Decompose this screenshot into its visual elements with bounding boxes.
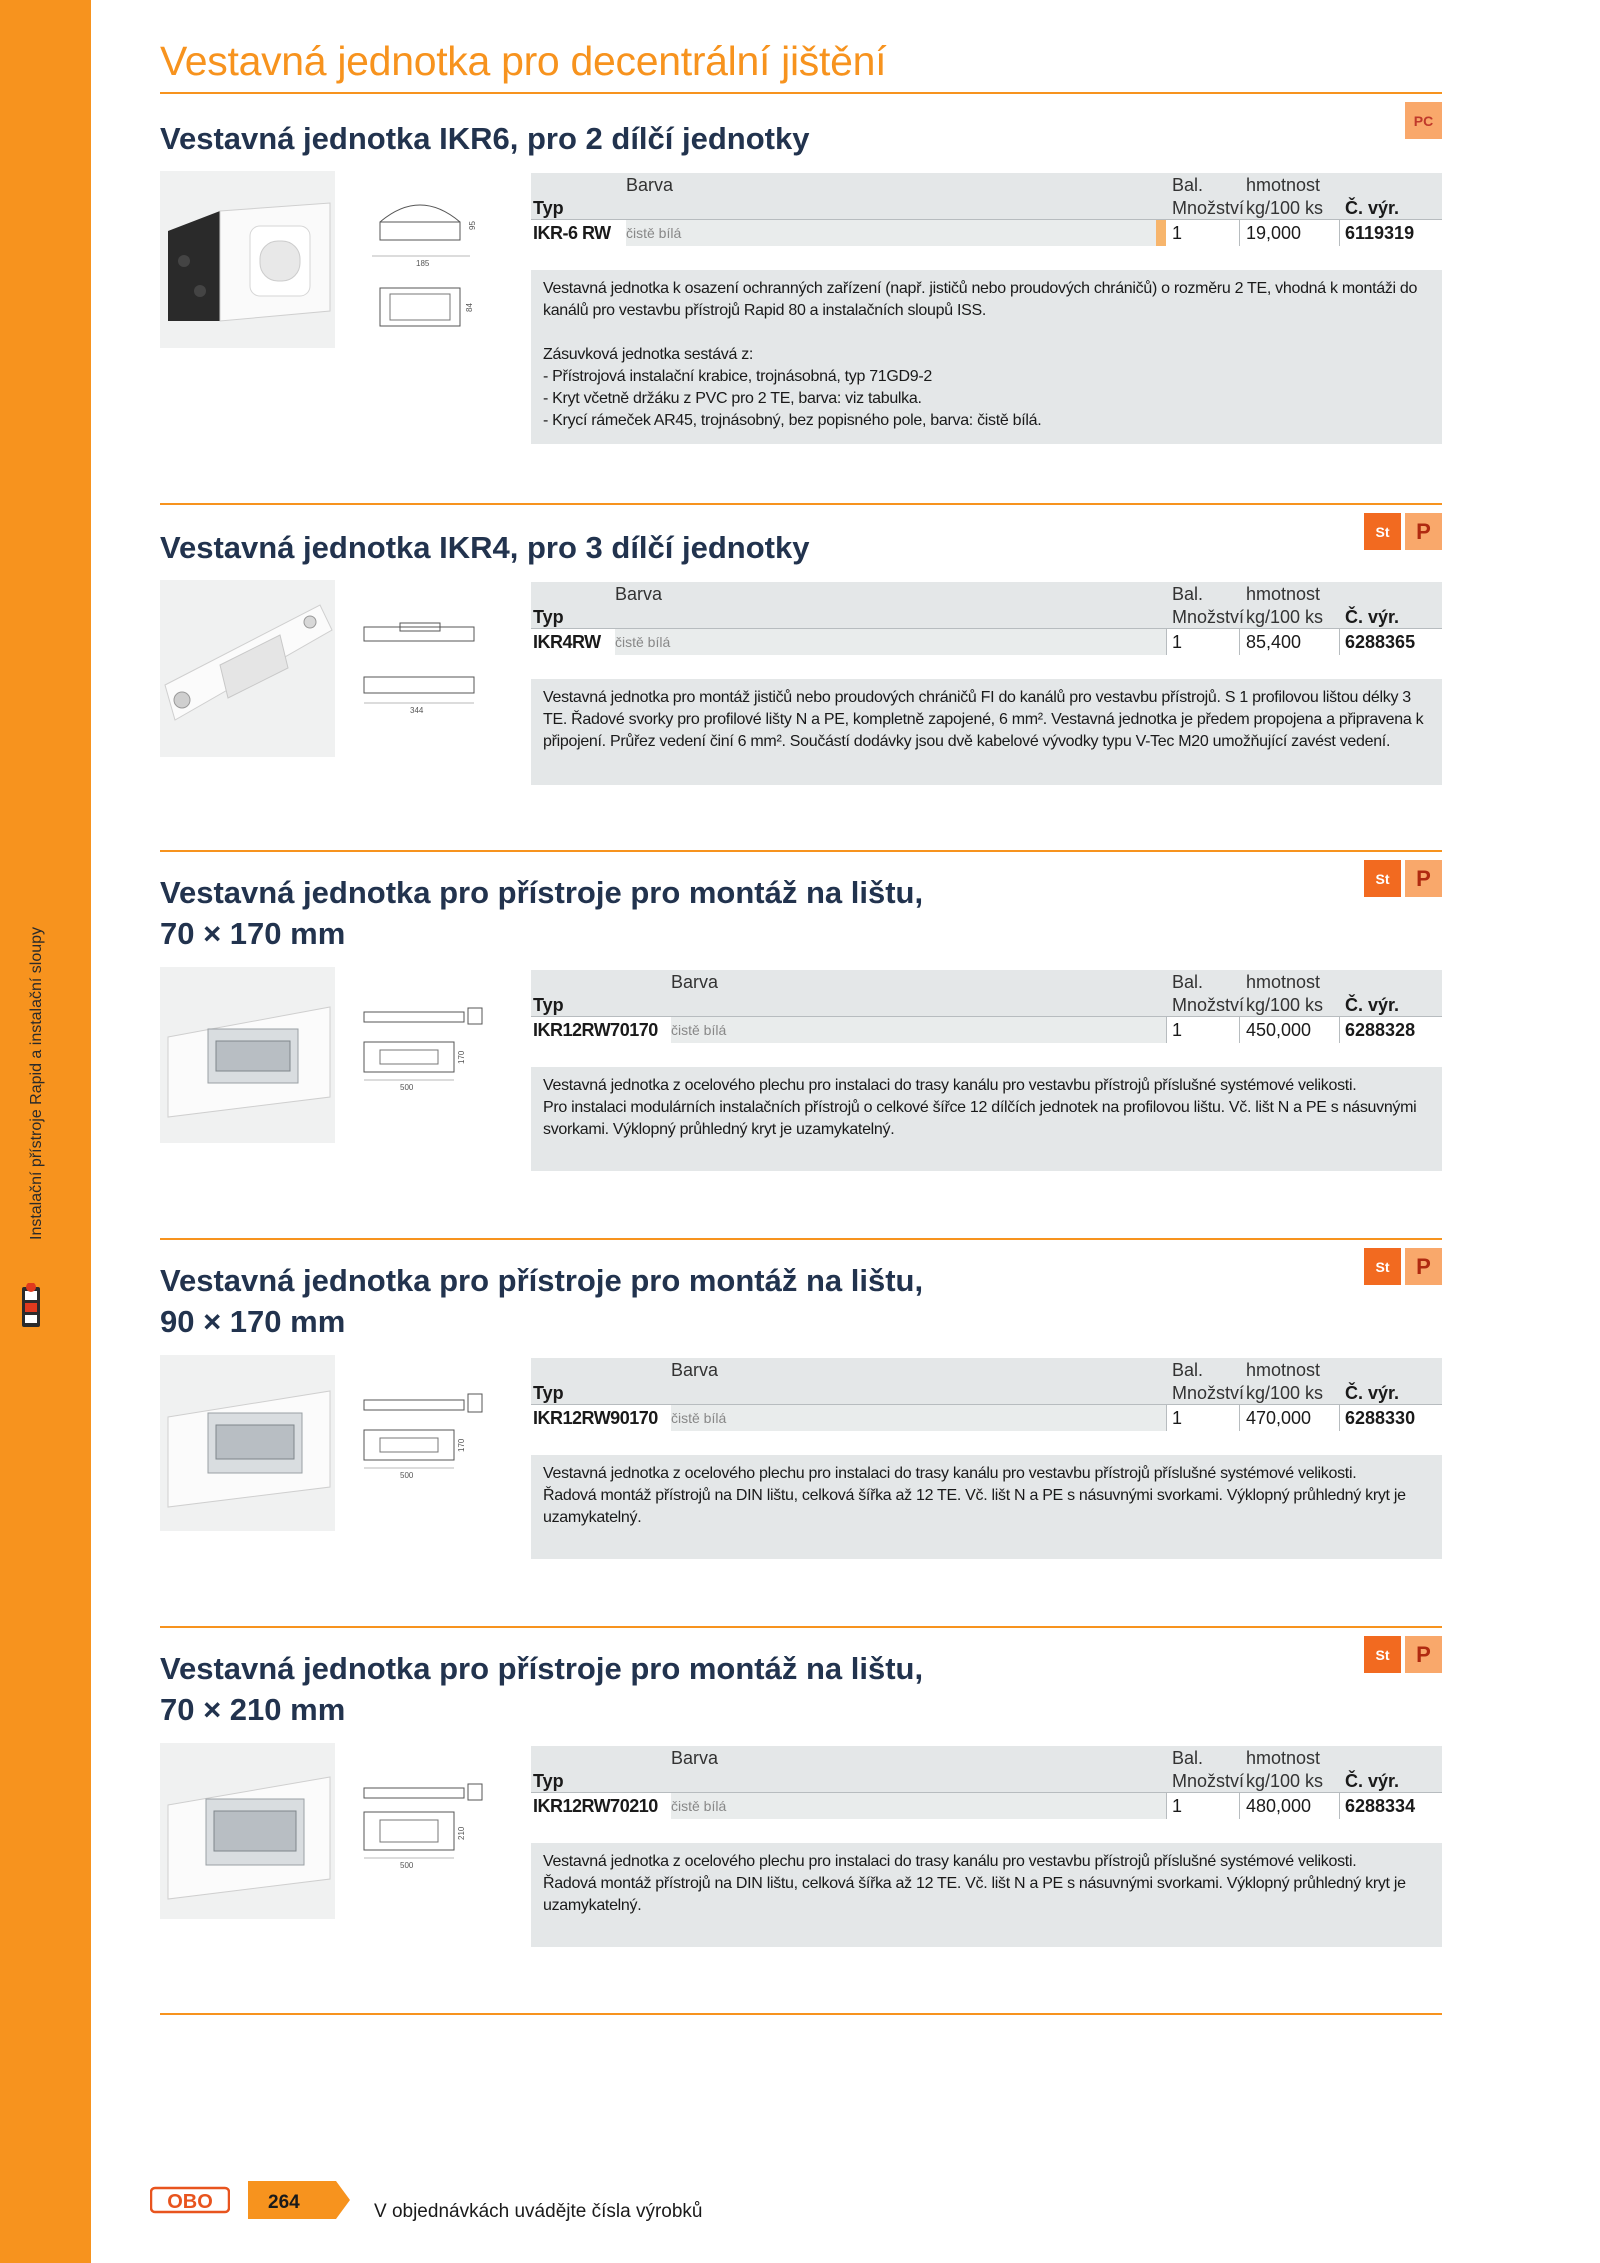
product-number: 6288365 xyxy=(1345,632,1416,652)
header-barva: Barva xyxy=(671,972,719,992)
header-kg: kg/100 ks xyxy=(1246,607,1324,627)
dimension-label: 185 xyxy=(416,259,430,268)
header-barva: Barva xyxy=(615,584,663,604)
header-typ: Typ xyxy=(533,1383,564,1403)
product-color: čistě bílá xyxy=(671,1798,727,1814)
table-row xyxy=(531,1016,1442,1042)
dimension-label: 344 xyxy=(410,706,424,715)
product-section-70x170 xyxy=(160,865,1442,1172)
product-type: IKR12RW90170 xyxy=(533,1408,658,1428)
page-title: Vestavná jednotka pro decentrální jištění xyxy=(160,38,887,84)
header-kg: kg/100 ks xyxy=(1246,1383,1324,1403)
table-row xyxy=(531,1792,1442,1818)
product-number: 6288330 xyxy=(1345,1408,1416,1428)
weight: 19,000 xyxy=(1246,223,1302,243)
header-cvyr: Č. výr. xyxy=(1345,198,1400,218)
st-badge: St xyxy=(1364,1248,1401,1285)
section-title: Vestavná jednotka pro přístroje pro montáž na lištu, 70 × 210 mm xyxy=(160,1651,924,1727)
header-typ: Typ xyxy=(533,1771,564,1791)
header-mnozstvi: Množství xyxy=(1172,1383,1245,1403)
technical-drawing xyxy=(360,1778,490,1878)
product-number: 6119319 xyxy=(1345,223,1415,243)
product-section-70x210 xyxy=(160,1641,1442,1948)
product-description: Vestavná jednotka k osazení ochranných zařízení (např. jističů nebo proudových chráničů) o rozměru 2 TE, vhodná k montáži do kanálů pro vestavbu přístrojů Rapid 80 a instalačních sloupů ISS. Zásuvková jednotka sestává z: - Přístrojová instalační krabice, trojnásobná, typ 71GD9-2 - Kryt včetně držáku z PVC pro 2 TE, barva: viz tabulka. - Krycí rámeček AR45, trojnásobný, bez popisného pole, barva: čistě bílá. xyxy=(531,270,1442,444)
header-hmotnost: hmotnost xyxy=(1246,175,1321,195)
header-mnozstvi: Množství xyxy=(1172,607,1245,627)
section-divider xyxy=(160,1626,1442,1628)
product-table xyxy=(531,1746,1442,1818)
st-badge: St xyxy=(1364,1636,1401,1673)
header-bal: Bal. xyxy=(1172,584,1204,604)
section-title: Vestavná jednotka pro přístroje pro montáž na lištu, 90 × 170 mm xyxy=(160,1263,924,1339)
header-hmotnost: hmotnost xyxy=(1246,1748,1321,1768)
header-kg: kg/100 ks xyxy=(1246,995,1324,1015)
dimension-label: 170 xyxy=(457,1438,466,1452)
weight: 85,400 xyxy=(1246,632,1302,652)
product-type: IKR12RW70210 xyxy=(533,1796,658,1816)
sidebar-label: Instalační přístroje Rapid a instalační sloupy xyxy=(28,926,45,1240)
dimension-label: 210 xyxy=(457,1826,466,1840)
section-divider xyxy=(160,850,1442,852)
weight: 480,000 xyxy=(1246,1796,1312,1816)
product-table xyxy=(531,970,1442,1042)
product-section-ikr4 xyxy=(160,518,1442,797)
package-qty: 1 xyxy=(1172,223,1183,243)
section-divider xyxy=(160,503,1442,505)
product-description: Vestavná jednotka z ocelového plechu pro instalaci do trasy kanálu pro vestavbu přístrojů příslušné systémové velikosti. Řadová montáž přístrojů na DIN lištu, celková šířka až 12 TE. Vč. lišt N a PE s násuvnými svorkami. Výklopný průhledný kryt je uzamykatelný. xyxy=(531,1455,1442,1559)
header-bal: Bal. xyxy=(1172,175,1204,195)
product-photo xyxy=(160,1743,335,1919)
badge-group xyxy=(1405,102,1442,139)
product-description: Vestavná jednotka z ocelového plechu pro instalaci do trasy kanálu pro vestavbu přístrojů příslušné systémové velikosti. Pro instalaci modulárních instalačních přístrojů o celkové šířce 12 dílčích jednotek na profilovou lištu. Vč. lišt N a PE s násuvnými svorkami. Výklopný průhledný kryt je uzamykatelný. xyxy=(531,1067,1442,1171)
obo-logo xyxy=(150,2185,230,2215)
section-divider xyxy=(160,1238,1442,1240)
product-photo xyxy=(160,171,335,348)
header-hmotnost: hmotnost xyxy=(1246,584,1321,604)
st-badge: St xyxy=(1364,860,1401,897)
header-cvyr: Č. výr. xyxy=(1345,607,1400,627)
product-color: čistě bílá xyxy=(626,225,682,241)
badge-group xyxy=(1364,1636,1442,1673)
p-badge: P xyxy=(1405,513,1442,550)
page-number: 264 xyxy=(268,2192,300,2213)
p-badge: P xyxy=(1405,1248,1442,1285)
header-kg: kg/100 ks xyxy=(1246,198,1324,218)
package-qty: 1 xyxy=(1172,1796,1183,1816)
product-number: 6288328 xyxy=(1345,1020,1416,1040)
header-barva: Barva xyxy=(626,175,674,195)
table-row xyxy=(531,1404,1442,1430)
product-section-90x170 xyxy=(160,1253,1442,1560)
header-cvyr: Č. výr. xyxy=(1345,1771,1400,1791)
product-description: Vestavná jednotka pro montáž jističů nebo proudových chráničů FI do kanálů pro vestavbu přístrojů. S 1 profilovou lištou délky 3 TE. Řadové svorky pro profilové lišty N a PE, kompletně zapojené, 6 mm². Vestavná jednotka je předem propojena a připravena k připojení. Průřez vedení činí 6 mm². Součástí dodávky jsou dvě kabelové vývodky typu V-Tec M20 umožňující zavést vedení. xyxy=(531,679,1442,785)
header-barva: Barva xyxy=(671,1360,719,1380)
product-table xyxy=(531,582,1442,654)
dimension-label: 500 xyxy=(400,1083,414,1092)
header-mnozstvi: Množství xyxy=(1172,198,1245,218)
product-table xyxy=(531,173,1442,245)
package-qty: 1 xyxy=(1172,1020,1183,1040)
section-title: Vestavná jednotka IKR4, pro 3 dílčí jednotky xyxy=(160,530,810,565)
product-photo xyxy=(160,967,335,1143)
header-mnozstvi: Množství xyxy=(1172,1771,1245,1791)
product-photo xyxy=(160,1355,335,1531)
header-typ: Typ xyxy=(533,607,564,627)
header-bal: Bal. xyxy=(1172,972,1204,992)
header-cvyr: Č. výr. xyxy=(1345,1383,1400,1403)
product-color: čistě bílá xyxy=(615,634,671,650)
technical-drawing xyxy=(360,1390,490,1490)
product-section-ikr6 xyxy=(160,112,1442,458)
badge-group xyxy=(1364,513,1442,550)
p-badge: P xyxy=(1405,860,1442,897)
product-table xyxy=(531,1358,1442,1430)
weight: 450,000 xyxy=(1246,1020,1312,1040)
dimension-label: 84 xyxy=(465,303,474,312)
header-hmotnost: hmotnost xyxy=(1246,972,1321,992)
package-qty: 1 xyxy=(1172,1408,1183,1428)
header-kg: kg/100 ks xyxy=(1246,1771,1324,1791)
p-badge: P xyxy=(1405,1636,1442,1673)
badge-group xyxy=(1364,860,1442,897)
product-type: IKR-6 RW xyxy=(533,223,611,243)
dimension-label: 95 xyxy=(468,221,477,230)
product-color: čistě bílá xyxy=(671,1022,727,1038)
installation-column-icon xyxy=(16,1283,46,1331)
technical-drawing xyxy=(360,188,490,348)
dimension-label: 170 xyxy=(457,1050,466,1064)
badge-group xyxy=(1364,1248,1442,1285)
header-typ: Typ xyxy=(533,995,564,1015)
product-type: IKR12RW70170 xyxy=(533,1020,658,1040)
footer-note: V objednávkách uvádějte čísla výrobků xyxy=(374,2201,703,2222)
header-hmotnost: hmotnost xyxy=(1246,1360,1321,1380)
header-bal: Bal. xyxy=(1172,1360,1204,1380)
header-barva: Barva xyxy=(671,1748,719,1768)
dimension-label: 500 xyxy=(400,1861,414,1870)
pc-badge: PC xyxy=(1405,102,1442,139)
header-typ: Typ xyxy=(533,198,564,218)
section-title: Vestavná jednotka IKR6, pro 2 dílčí jednotky xyxy=(160,121,810,156)
product-photo xyxy=(160,580,335,757)
weight: 470,000 xyxy=(1246,1408,1312,1428)
header-mnozstvi: Množství xyxy=(1172,995,1245,1015)
product-number: 6288334 xyxy=(1345,1796,1416,1816)
section-title: Vestavná jednotka pro přístroje pro montáž na lištu, 70 × 170 mm xyxy=(160,875,924,951)
table-row xyxy=(531,628,1442,654)
header-cvyr: Č. výr. xyxy=(1345,995,1400,1015)
product-description: Vestavná jednotka z ocelového plechu pro instalaci do trasy kanálu pro vestavbu přístrojů příslušné systémové velikosti. Řadová montáž přístrojů na DIN lištu, celková šířka až 12 TE. Vč. lišt N a PE s násuvnými svorkami. Výklopný průhledný kryt je uzamykatelný. xyxy=(531,1843,1442,1947)
st-badge: St xyxy=(1364,513,1401,550)
technical-drawing xyxy=(360,597,490,727)
product-type: IKR4RW xyxy=(533,632,601,652)
title-divider xyxy=(160,92,1442,94)
header-bal: Bal. xyxy=(1172,1748,1204,1768)
svg-text:OBO: OBO xyxy=(167,2191,213,2213)
product-color: čistě bílá xyxy=(671,1410,727,1426)
table-row xyxy=(531,219,1442,245)
dimension-label: 500 xyxy=(400,1471,414,1480)
package-qty: 1 xyxy=(1172,632,1183,652)
section-divider xyxy=(160,2013,1442,2015)
technical-drawing xyxy=(360,1002,490,1102)
